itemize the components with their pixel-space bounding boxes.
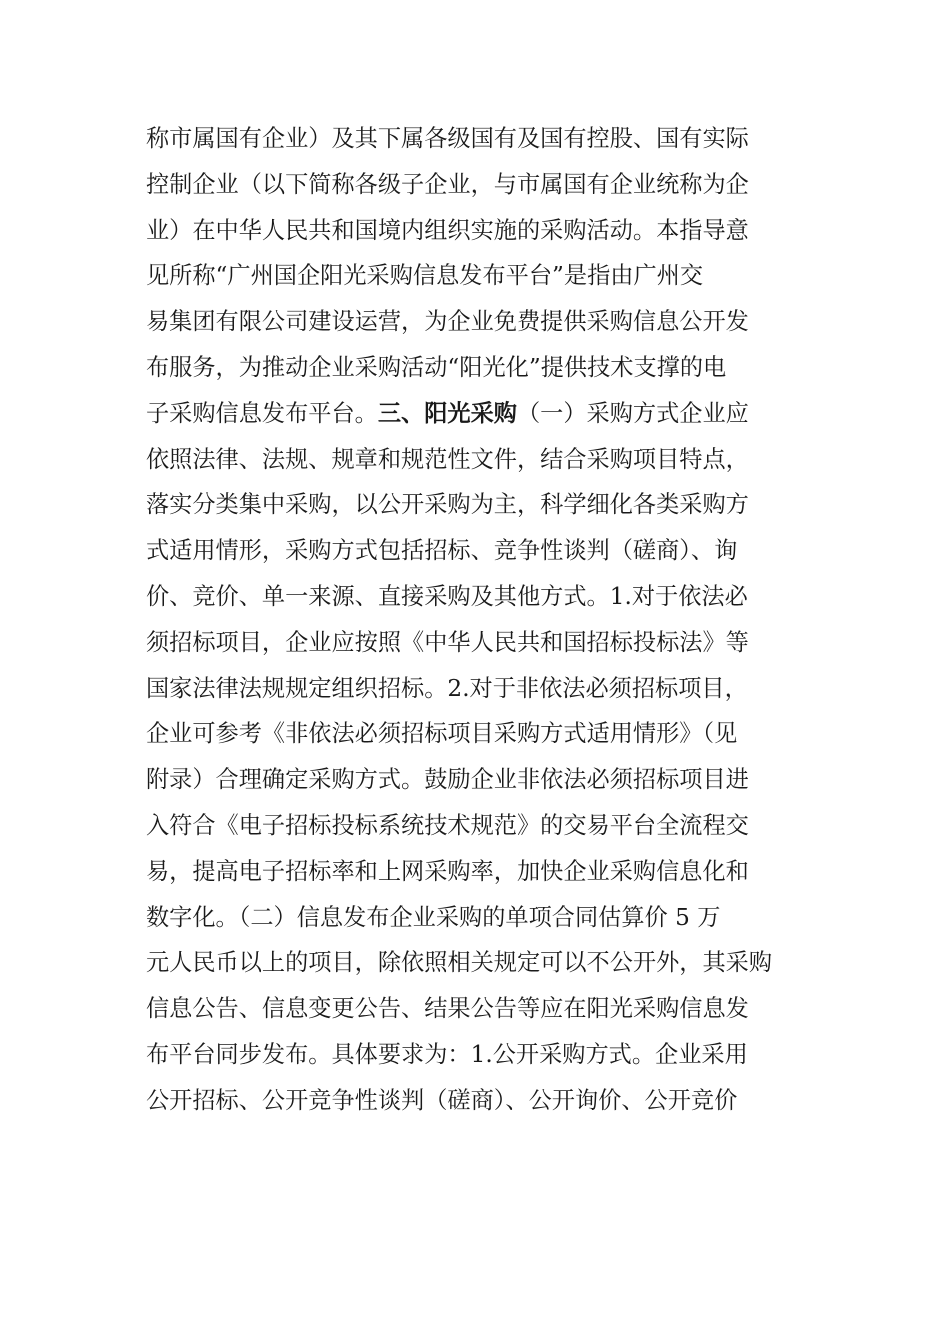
text-segment: 子采购信息发布平台。 [146,399,378,427]
text-line [146,528,811,574]
text-line [146,437,811,483]
text-segment: 入符合《电子招标投标系统技术规范》的交易平台全流程交 [146,811,749,839]
text-segment: 控制企业（以下简称各级子企业，与市属国有企业统称为企 [146,170,749,198]
text-segment: 业）在中华人民共和国境内组织实施的采购活动。本指导意 [146,216,749,244]
text-segment: 元人民币以上的项目，除依照相关规定可以不公开外，其采购 [146,949,773,977]
text-segment: 落实分类集中采购，以公开采购为主，科学细化各类采购方 [146,491,749,519]
text-segment: 价、竞价、单一来源、直接采购及其他方式。1.对于依法必 [146,582,748,610]
text-segment: 见所称“广州国企阳光采购信息发布平台”是指由广州交 [146,262,704,290]
text-line [146,620,811,666]
text-segment: 数字化。（二）信息发布企业采购的单项合同估算价 5 万 [146,903,721,931]
text-segment: 企业可参考《非依法必须招标项目采购方式适用情形》（见 [146,720,738,748]
text-line [146,253,811,299]
text-line [146,849,811,895]
text-line [146,940,811,986]
text-line [146,757,811,803]
text-line [146,299,811,345]
text-segment: 依照法律、法规、规章和规范性文件，结合采购项目特点， [146,445,749,473]
text-line [146,711,811,757]
text-segment: 式适用情形，采购方式包括招标、竞争性谈判（磋商）、询 [146,537,738,565]
text-segment: 须招标项目，企业应按照《中华人民共和国招标投标法》等 [146,628,749,656]
text-line [146,986,811,1032]
text-line [146,895,811,941]
text-segment: 布平台同步发布。具体要求为：1.公开采购方式。企业采用 [146,1040,748,1068]
text-segment: 附录）合理确定采购方式。鼓励企业非依法必须招标项目进 [146,766,749,794]
text-line [146,803,811,849]
text-line [146,162,811,208]
text-line [146,391,811,437]
text-line [146,666,811,712]
text-segment: 称市属国有企业）及其下属各级国有及国有控股、国有实际 [146,125,749,152]
text-segment: 易，提高电子招标率和上网采购率，加快企业采购信息化和 [146,857,749,885]
body-text [146,116,811,1124]
text-segment: 易集团有限公司建设运营，为企业免费提供采购信息公开发 [146,308,749,336]
text-segment: 信息公告、信息变更公告、结果公告等应在阳光采购信息发 [146,995,749,1023]
text-segment: （一）采购方式企业应 [517,399,749,427]
text-line [146,482,811,528]
text-line [146,345,811,391]
text-line [146,1032,811,1078]
text-line [146,208,811,254]
section-heading: 三、阳光采购 [377,399,517,427]
text-line [146,574,811,620]
text-line [146,1078,811,1124]
text-segment: 布服务，为推动企业采购活动“阳光化”提供技术支撑的电 [146,353,727,381]
text-segment: 国家法律法规规定组织招标。2.对于非依法必须招标项目， [146,674,748,702]
text-line [146,116,811,162]
text-segment: 公开招标、公开竞争性谈判（磋商）、公开询价、公开竞价 [146,1086,738,1114]
